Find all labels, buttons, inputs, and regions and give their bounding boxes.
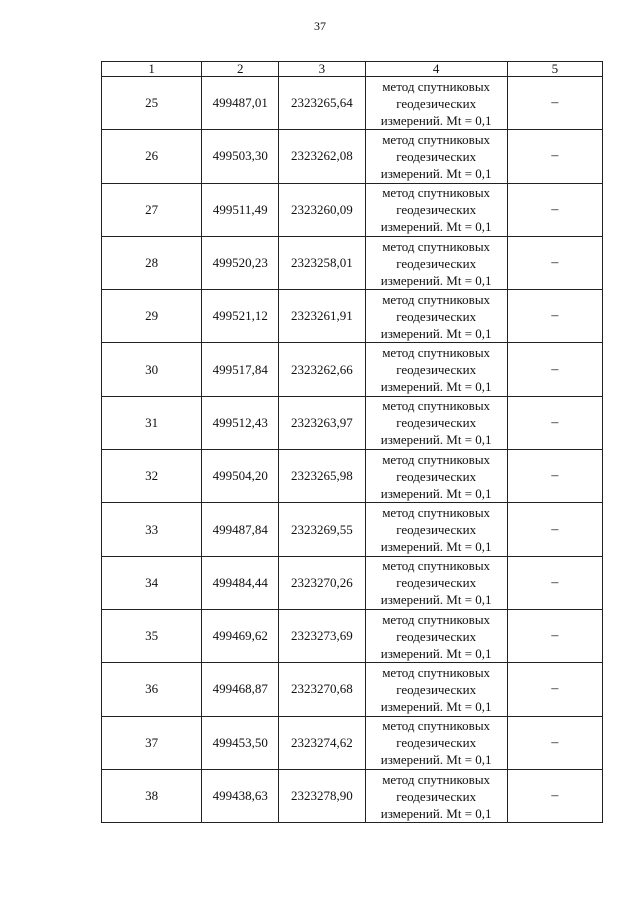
y-coordinate-cell: 2323262,66 <box>279 343 365 396</box>
point-number-cell: 30 <box>102 343 202 396</box>
method-cell: метод спутниковых геодезических измерений. Mt = 0,1 <box>365 663 507 716</box>
x-coordinate-cell: 499487,84 <box>202 503 279 556</box>
table-row <box>102 396 603 449</box>
y-coordinate-cell: 2323269,55 <box>279 503 365 556</box>
method-cell: метод спутниковых геодезических измерений. Mt = 0,1 <box>365 716 507 769</box>
column-header: 5 <box>507 62 602 77</box>
point-number-cell: 34 <box>102 556 202 609</box>
table-row <box>102 609 603 662</box>
x-coordinate-cell: 499438,63 <box>202 769 279 822</box>
x-coordinate-cell: 499521,12 <box>202 290 279 343</box>
table-row <box>102 663 603 716</box>
point-number-cell: 31 <box>102 396 202 449</box>
point-number-cell: 37 <box>102 716 202 769</box>
method-cell: метод спутниковых геодезических измерений. Mt = 0,1 <box>365 609 507 662</box>
note-cell: – <box>507 450 602 503</box>
y-coordinate-cell: 2323274,62 <box>279 716 365 769</box>
note-cell: – <box>507 290 602 343</box>
note-cell: – <box>507 183 602 236</box>
x-coordinate-cell: 499468,87 <box>202 663 279 716</box>
method-cell: метод спутниковых геодезических измерений. Mt = 0,1 <box>365 450 507 503</box>
y-coordinate-cell: 2323265,64 <box>279 77 365 130</box>
point-number-cell: 36 <box>102 663 202 716</box>
point-number-cell: 35 <box>102 609 202 662</box>
point-number-cell: 27 <box>102 183 202 236</box>
column-header: 3 <box>279 62 365 77</box>
column-header: 4 <box>365 62 507 77</box>
point-number-cell: 29 <box>102 290 202 343</box>
header-row <box>102 62 603 77</box>
table-row <box>102 769 603 822</box>
method-cell: метод спутниковых геодезических измерений. Mt = 0,1 <box>365 396 507 449</box>
table-row <box>102 503 603 556</box>
column-header: 2 <box>202 62 279 77</box>
method-cell: метод спутниковых геодезических измерений. Mt = 0,1 <box>365 769 507 822</box>
column-header: 1 <box>102 62 202 77</box>
table-row <box>102 77 603 130</box>
point-number-cell: 26 <box>102 130 202 183</box>
method-cell: метод спутниковых геодезических измерений. Mt = 0,1 <box>365 130 507 183</box>
x-coordinate-cell: 499511,49 <box>202 183 279 236</box>
point-number-cell: 28 <box>102 236 202 289</box>
method-cell: метод спутниковых геодезических измерений. Mt = 0,1 <box>365 503 507 556</box>
note-cell: – <box>507 77 602 130</box>
y-coordinate-cell: 2323273,69 <box>279 609 365 662</box>
x-coordinate-cell: 499512,43 <box>202 396 279 449</box>
method-cell: метод спутниковых геодезических измерений. Mt = 0,1 <box>365 556 507 609</box>
table-row <box>102 290 603 343</box>
y-coordinate-cell: 2323261,91 <box>279 290 365 343</box>
x-coordinate-cell: 499520,23 <box>202 236 279 289</box>
table-row <box>102 183 603 236</box>
x-coordinate-cell: 499469,62 <box>202 609 279 662</box>
y-coordinate-cell: 2323270,68 <box>279 663 365 716</box>
table-row <box>102 716 603 769</box>
note-cell: – <box>507 396 602 449</box>
method-cell: метод спутниковых геодезических измерений. Mt = 0,1 <box>365 236 507 289</box>
x-coordinate-cell: 499503,30 <box>202 130 279 183</box>
note-cell: – <box>507 663 602 716</box>
note-cell: – <box>507 343 602 396</box>
y-coordinate-cell: 2323262,08 <box>279 130 365 183</box>
point-number-cell: 38 <box>102 769 202 822</box>
x-coordinate-cell: 499517,84 <box>202 343 279 396</box>
x-coordinate-cell: 499487,01 <box>202 77 279 130</box>
x-coordinate-cell: 499504,20 <box>202 450 279 503</box>
method-cell: метод спутниковых геодезических измерений. Mt = 0,1 <box>365 343 507 396</box>
y-coordinate-cell: 2323278,90 <box>279 769 365 822</box>
note-cell: – <box>507 769 602 822</box>
x-coordinate-cell: 499453,50 <box>202 716 279 769</box>
y-coordinate-cell: 2323270,26 <box>279 556 365 609</box>
method-cell: метод спутниковых геодезических измерений. Mt = 0,1 <box>365 290 507 343</box>
table-row <box>102 130 603 183</box>
method-cell: метод спутниковых геодезических измерений. Mt = 0,1 <box>365 183 507 236</box>
note-cell: – <box>507 609 602 662</box>
coordinates-table <box>101 61 603 823</box>
x-coordinate-cell: 499484,44 <box>202 556 279 609</box>
table-row <box>102 556 603 609</box>
note-cell: – <box>507 236 602 289</box>
method-cell: метод спутниковых геодезических измерений. Mt = 0,1 <box>365 77 507 130</box>
page-number: 37 <box>314 19 326 33</box>
table-row <box>102 450 603 503</box>
y-coordinate-cell: 2323260,09 <box>279 183 365 236</box>
table-row <box>102 236 603 289</box>
y-coordinate-cell: 2323263,97 <box>279 396 365 449</box>
note-cell: – <box>507 503 602 556</box>
y-coordinate-cell: 2323258,01 <box>279 236 365 289</box>
point-number-cell: 25 <box>102 77 202 130</box>
y-coordinate-cell: 2323265,98 <box>279 450 365 503</box>
point-number-cell: 33 <box>102 503 202 556</box>
table-row <box>102 343 603 396</box>
note-cell: – <box>507 716 602 769</box>
point-number-cell: 32 <box>102 450 202 503</box>
note-cell: – <box>507 556 602 609</box>
note-cell: – <box>507 130 602 183</box>
